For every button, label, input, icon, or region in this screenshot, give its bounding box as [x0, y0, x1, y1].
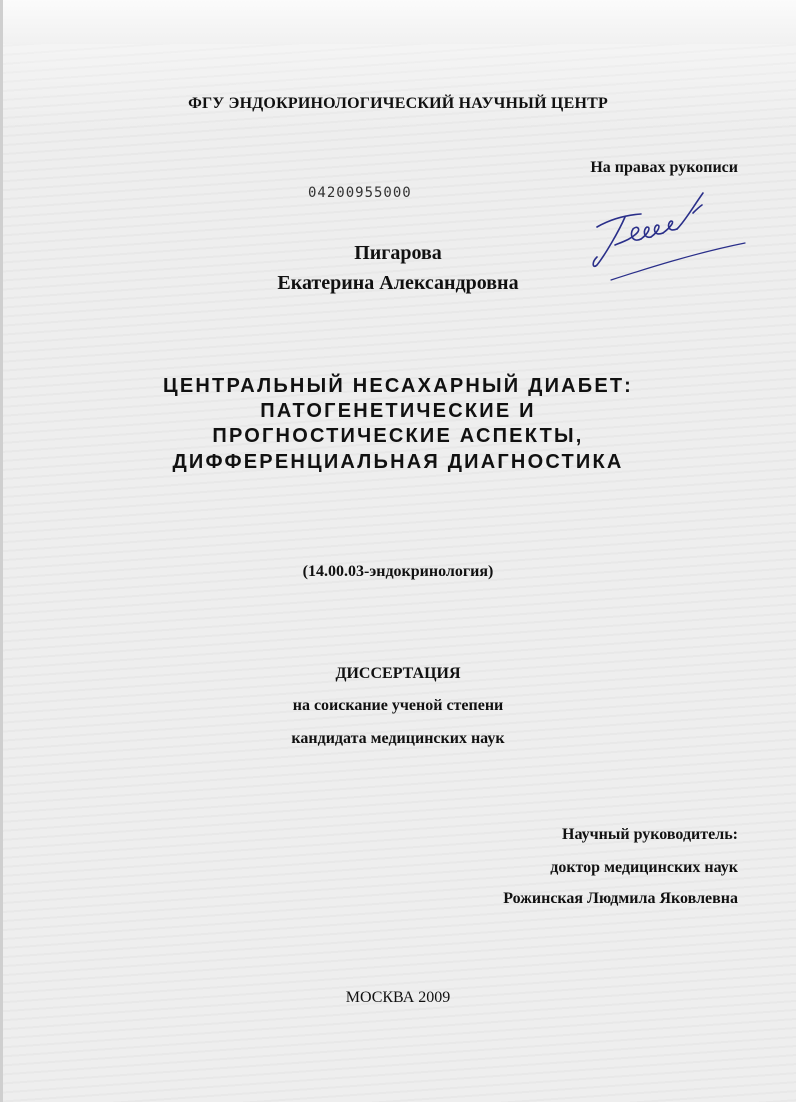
- degree-line-1: на соискание ученой степени: [292, 697, 504, 714]
- page-left-edge: [0, 0, 3, 1102]
- specialty-code: (14.00.03-эндокринология): [302, 563, 494, 580]
- degree-line-2: кандидата медицинских наук: [291, 730, 505, 747]
- city-year: МОСКВА 2009: [345, 989, 451, 1006]
- thesis-title-line-3: ПРОГНОСТИЧЕСКИЕ АСПЕКТЫ,: [212, 425, 584, 447]
- supervisor-degree: доктор медицинских наук: [550, 859, 738, 876]
- page-top-edge: [0, 0, 796, 44]
- signature-icon: [585, 183, 750, 283]
- supervisor-label: Научный руководитель:: [562, 826, 738, 843]
- thesis-title-line-1: ЦЕНТРАЛЬНЫЙ НЕСАХАРНЫЙ ДИАБЕТ:: [163, 375, 633, 397]
- supervisor-name: Рожинская Людмила Яковлевна: [503, 890, 738, 907]
- thesis-title-line-2: ПАТОГЕНЕТИЧЕСКИЕ И: [260, 400, 536, 422]
- thesis-title-line-4: ДИФФЕРЕНЦИАЛЬНАЯ ДИАГНОСТИКА: [172, 451, 624, 473]
- institution-name: ФГУ ЭНДОКРИНОЛОГИЧЕСКИЙ НАУЧНЫЙ ЦЕНТР: [188, 95, 608, 112]
- work-type: ДИССЕРТАЦИЯ: [335, 665, 461, 682]
- author-surname: Пигарова: [354, 242, 442, 264]
- archive-code: 04200955000: [308, 185, 412, 201]
- manuscript-note: На правах рукописи: [590, 159, 738, 176]
- author-given-names: Екатерина Александровна: [277, 272, 519, 294]
